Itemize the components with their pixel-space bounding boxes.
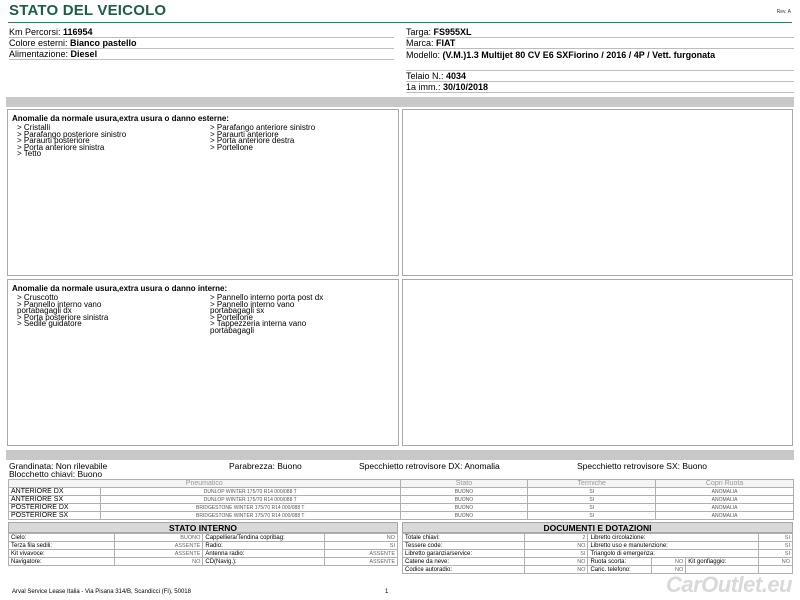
- list-item: > Tappezzeria interna vano: [210, 319, 307, 328]
- list-item: > Sedile guidatore: [17, 319, 82, 328]
- list-item: > Pannello interno porta post dx: [210, 293, 324, 302]
- table-row: Tessere code: NO Libretto uso e manutenzione: SI: [403, 542, 793, 550]
- specchietto-dx-label: Specchietto retrovisore DX: Anomalia: [359, 461, 500, 471]
- alimentazione-row: Alimentazione: Diesel: [9, 49, 394, 60]
- list-item: > Paraurti anteriore: [210, 129, 279, 139]
- table-row: Totale chiavi: 2 Libretto circolazione: SI: [403, 534, 793, 542]
- table-row: ANTERIORE SX DUNLOP WINTER 175/70 R14 000/088 T BUONO SI ANOMALIA: [9, 496, 794, 504]
- km-row: Km Percorsi: 116954: [9, 27, 394, 38]
- blocchetto-label: Blocchetto chiavi: Buono: [9, 469, 103, 479]
- internal-photo-panel: [402, 279, 793, 446]
- internal-damage-list-2: [210, 295, 323, 334]
- header-copri-ruota: Copri Ruota: [656, 480, 794, 488]
- section-separator: [6, 97, 794, 107]
- specchietto-sx-label: Specchietto retrovisore SX: Buono: [577, 461, 707, 471]
- list-item: > Parafango posteriore sinistro: [17, 129, 127, 139]
- table-row: Catene da neve: NO Ruota scorta: NO Kit gonfiaggio: NO: [403, 558, 793, 566]
- list-item: > Tetto: [17, 149, 42, 158]
- targa-value: FS955XL: [433, 27, 472, 37]
- list-item: > Pannello interno vano: [17, 299, 102, 309]
- marca-row: Marca: FIAT: [406, 38, 794, 49]
- table-row: Codice autoradio: NO Caric. telefono: NO: [403, 566, 793, 574]
- table-row: Kit vivavoce: ASSENTE Antenna radio: ASSENTE: [9, 550, 398, 558]
- table-header-row: [9, 480, 794, 488]
- list-item: > Porta anteriore sinistra: [17, 142, 105, 152]
- list-item: > Portellone: [210, 312, 253, 322]
- external-damage-panel: [7, 109, 399, 276]
- targa-row: Targa: FS955XL: [406, 27, 794, 38]
- list-item: > Paraurti posteriore: [17, 136, 90, 145]
- modello-row: Modello: (V.M.)1.3 Multijet 80 CV E6 SXFiorino / 2016 / 4P / Vett. furgonata: [406, 50, 794, 71]
- table-row: POSTERIORE SX BRIDGESTONE WINTER 175/70 R14 000/088 T BUONO SI ANOMALIA: [9, 512, 794, 520]
- parabrezza-label: Parabrezza: Buono: [229, 461, 302, 471]
- external-damage-list-2: [210, 125, 315, 151]
- documenti-table: [402, 533, 793, 574]
- imm-value: 30/10/2018: [443, 82, 489, 92]
- list-item: > Porta posteriore sinistra: [17, 312, 109, 322]
- external-photo-panel: [402, 109, 793, 276]
- stato-interno-title: STATO INTERNO: [8, 522, 398, 533]
- list-item: > Portellone: [210, 142, 253, 152]
- stato-interno-table: [8, 533, 398, 566]
- telaio-value: 4034: [446, 71, 467, 81]
- colore-value: Bianco pastello: [70, 38, 137, 48]
- header-stato: Stato: [400, 480, 528, 488]
- company-address: Arval Service Lease Italia - Via Pisana 314/B, Scandicci (FI), 50018: [12, 589, 191, 595]
- list-item: portabagagli sx: [210, 306, 265, 315]
- page-number: 1: [385, 589, 389, 595]
- external-damage-list-1: [17, 125, 126, 158]
- alimentazione-value: Diesel: [70, 49, 98, 59]
- table-row: Navigatore: NO CD(Navig.): ASSENTE: [9, 558, 398, 566]
- list-item: portabagagli: [210, 325, 255, 335]
- table-row: ANTERIORE DX DUNLOP WINTER 175/70 R14 000/088 T BUONO SI ANOMALIA: [9, 488, 794, 496]
- marca-value: FIAT: [436, 38, 456, 48]
- list-item: portabagagli dx: [17, 306, 72, 315]
- internal-damage-title: Anomalie da normale usura,extra usura o danno interne:: [12, 284, 228, 293]
- km-value: 116954: [63, 27, 93, 37]
- header-pneumatico: Pneumatico: [9, 480, 401, 488]
- list-item: > Parafango anteriore sinistro: [210, 123, 316, 132]
- documenti-title: DOCUMENTI E DOTAZIONI: [402, 522, 793, 533]
- table-row: Cielo: BUONO Cappelliera/Tendina copribag: NO: [9, 534, 398, 542]
- colore-row: Colore esterni: Bianco pastello: [9, 38, 394, 49]
- external-damage-title: Anomalie da normale usura,extra usura o danno esterne:: [12, 114, 229, 123]
- page-title: STATO DEL VEICOLO: [9, 2, 167, 19]
- table-row: Terza fila sedili: ASSENTE Radio: SI: [9, 542, 398, 550]
- telaio-row: Telaio N.: 4034: [406, 71, 794, 82]
- tyres-table: [8, 479, 794, 520]
- list-item: > Pannello interno vano: [210, 299, 295, 309]
- grandinata-label: Grandinata: Non rilevabile: [9, 461, 108, 471]
- modello-value: (V.M.)1.3 Multijet 80 CV E6 SXFiorino / 2016 / 4P / Vett. furgonata: [442, 50, 716, 60]
- imm-row: 1a imm.: 30/10/2018: [406, 82, 794, 93]
- header-termiche: Termiche: [528, 480, 656, 488]
- title-divider: [8, 22, 792, 23]
- table-row: POSTERIORE DX BRIDGESTONE WINTER 175/70 R14 000/088 T BUONO SI ANOMALIA: [9, 504, 794, 512]
- watermark-logo: CarOutlet.eu: [665, 572, 792, 597]
- list-item: > Cruscotto: [17, 293, 59, 302]
- revision-label: Rev. A: [776, 9, 791, 15]
- section-separator: [6, 450, 794, 460]
- internal-damage-panel: [7, 279, 399, 446]
- list-item: > Cristalli: [17, 123, 51, 132]
- list-item: > Porta anteriore destra: [210, 136, 295, 145]
- internal-damage-list-1: [17, 295, 108, 328]
- table-row: Libretto garanzia/service: SI Triangolo di emergenza: SI: [403, 550, 793, 558]
